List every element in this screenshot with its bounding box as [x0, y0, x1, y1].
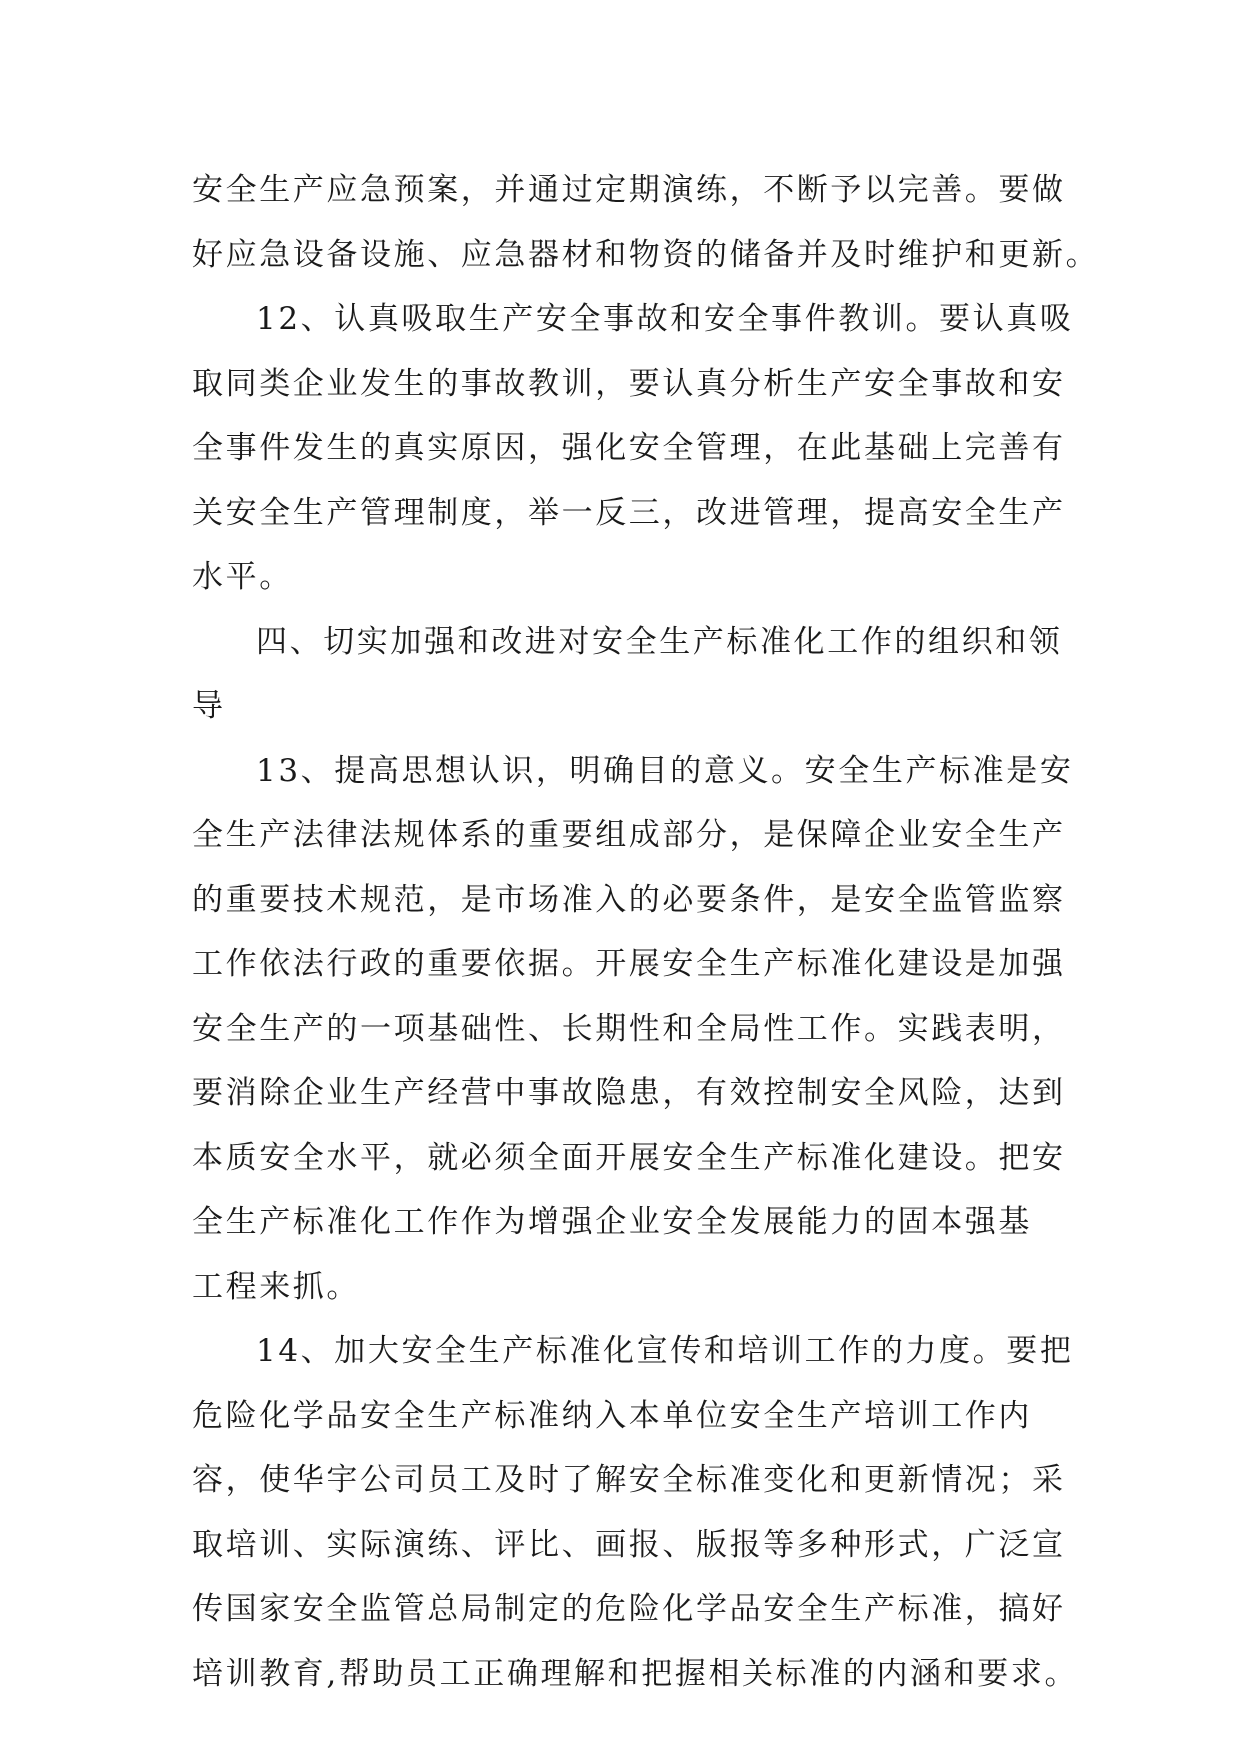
text-line: 工程来抓。: [192, 1268, 360, 1305]
section-heading-4: 四、切实加强和改进对安全生产标准化工作的组织和领: [256, 623, 1063, 660]
text-line: 安全生产应急预案，并通过定期演练，不断予以完善。要做: [192, 172, 1066, 208]
section-heading-4-continued: 导: [192, 688, 226, 724]
text-line: 要消除企业生产经营中事故隐患，有效控制安全风险，达到: [192, 1075, 1066, 1111]
text-line: 危险化学品安全生产标准纳入本单位安全生产培训工作内: [192, 1397, 1032, 1434]
text-line: 本质安全水平，就必须全面开展安全生产标准化建设。把安: [192, 1139, 1066, 1176]
text-line: 取培训、实际演练、评比、画报、版报等多种形式，广泛宣: [192, 1526, 1066, 1563]
text-line: 关安全生产管理制度，举一反三，改进管理，提高安全生产: [192, 494, 1066, 531]
text-line: 水平。: [192, 559, 293, 595]
text-line: 工作依法行政的重要依据。开展安全生产标准化建设是加强: [192, 946, 1066, 982]
text-line: 取同类企业发生的事故教训，要认真分析生产安全事故和安: [192, 365, 1066, 402]
text-line: 全事件发生的真实原因，强化安全管理，在此基础上完善有: [192, 430, 1066, 466]
text-line: 传国家安全监管总局制定的危险化学品安全生产标准，搞好: [192, 1591, 1066, 1627]
text-line: 培训教育,帮助员工正确理解和把握相关标准的内涵和要求。: [192, 1655, 1079, 1692]
text-line: 安全生产的一项基础性、长期性和全局性工作。实践表明，: [192, 1010, 1066, 1047]
text-line: 全生产法律法规体系的重要组成部分，是保障企业安全生产: [192, 817, 1066, 853]
document-body: [192, 158, 1100, 1706]
paragraph-12-line: 12、认真吸取生产安全事故和安全事件教训。要认真吸: [256, 301, 1074, 337]
text-line: 容，使华宇公司员工及时了解安全标准变化和更新情况；采: [192, 1462, 1066, 1498]
paragraph-13-line: 13、提高思想认识，明确目的意义。安全生产标准是安: [256, 752, 1074, 789]
text-line: 全生产标准化工作作为增强企业安全发展能力的固本强基: [192, 1204, 1032, 1240]
text-line: 好应急设备设施、应急器材和物资的储备并及时维护和更新。: [192, 236, 1100, 273]
text-line: 的重要技术规范，是市场准入的必要条件，是安全监管监察: [192, 881, 1066, 918]
paragraph-14-line: 14、加大安全生产标准化宣传和培训工作的力度。要把: [256, 1333, 1074, 1369]
